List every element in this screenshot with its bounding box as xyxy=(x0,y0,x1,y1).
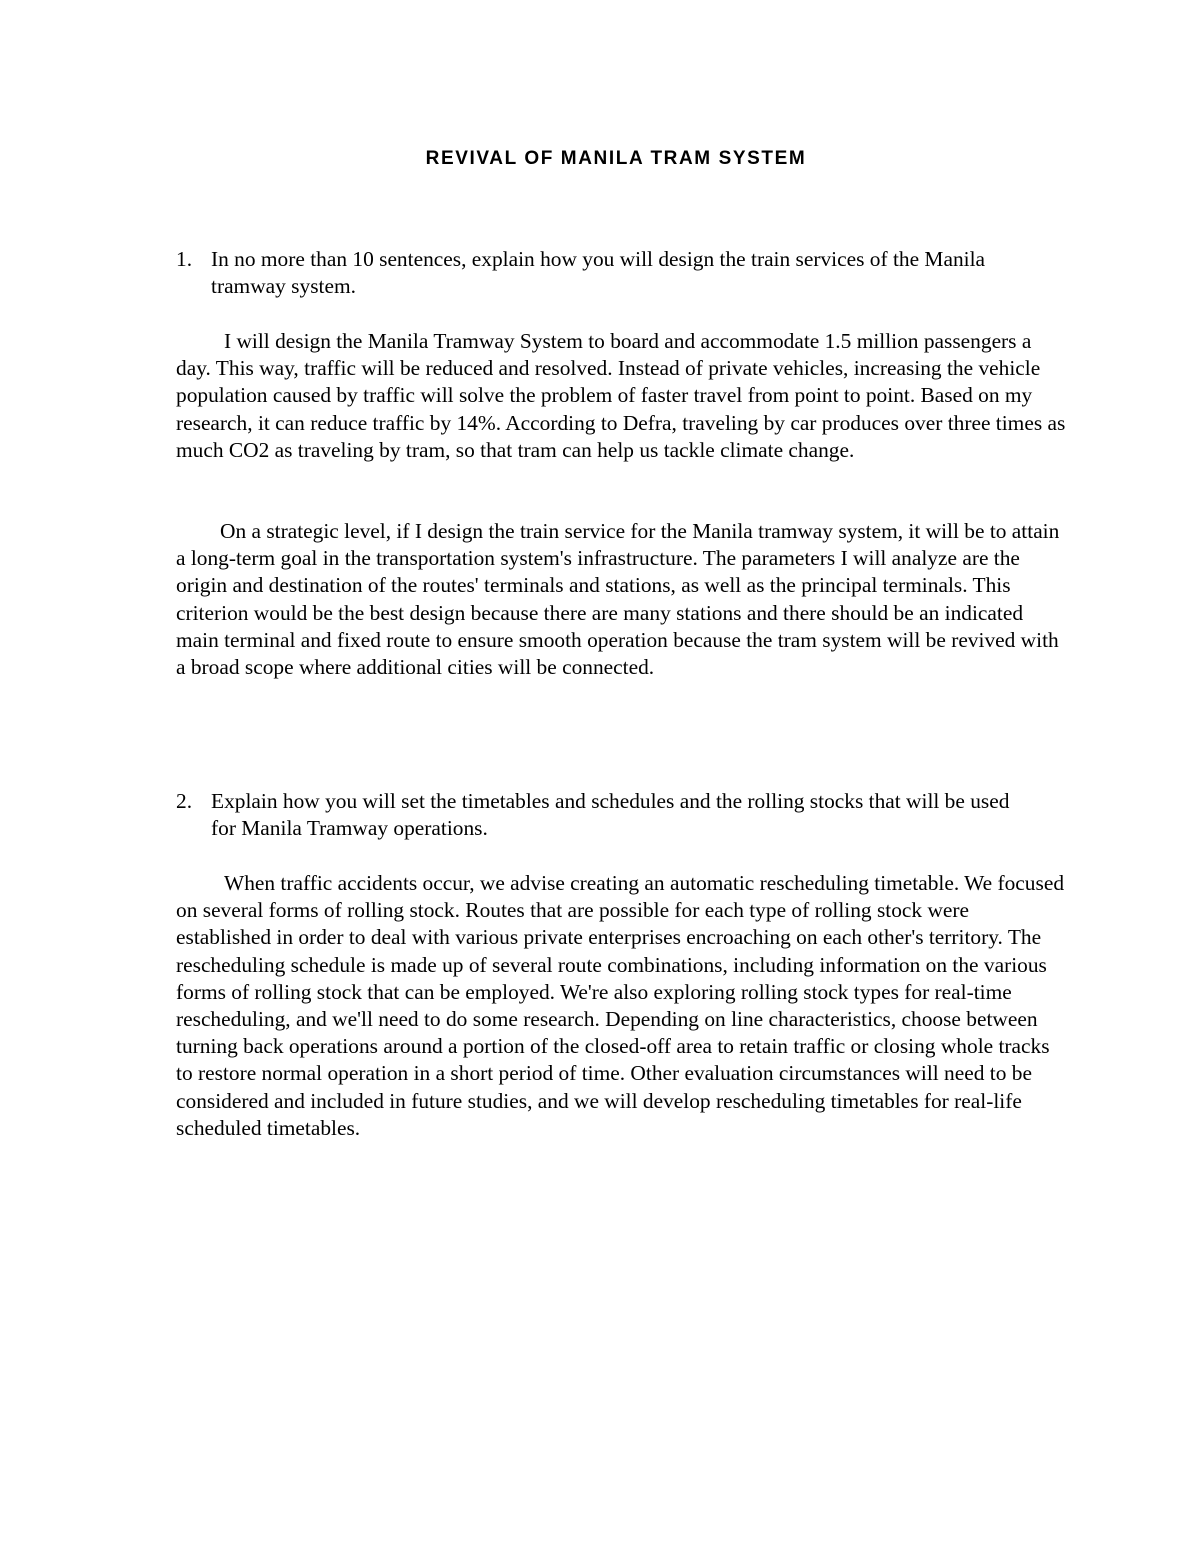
document-title: REVIVAL OF MANILA TRAM SYSTEM xyxy=(425,148,807,169)
question-1-text: In no more than 10 sentences, explain how you will design the train services of the Manila tramway system. xyxy=(211,247,986,299)
question-2-number: 2. xyxy=(176,789,193,813)
question-2-text: Explain how you will set the timetables and schedules and the rolling stocks that will be used for Manila Tramway operations. xyxy=(211,789,1010,841)
answer-2-paragraph: When traffic accidents occur, we advise creating an automatic rescheduling timetable. We focused on several forms of rolling stock. Routes that are possible for each type of rolling stock were established in order to deal with various private enterprises encroaching on each other's territory. The rescheduling schedule is made up of several route combinations, including information on the various forms of rolling stock that can be employed. We're also exploring rolling stock types for real-time rescheduling, and we'll need to do some research. Depending on line characteristics, choose between turning back operations around a portion of the closed-off area to retain traffic or closing whole tracks to restore normal operation in a short period of time. Other evaluation circumstances will need to be considered and included in future studies, and we will develop rescheduling timetables for real-life scheduled timetables. xyxy=(176,871,1065,1140)
question-1 xyxy=(176,246,1026,300)
question-1-number: 1. xyxy=(176,247,193,271)
question-2 xyxy=(176,788,1026,842)
answer-1-paragraph-2: On a strategic level, if I design the train service for the Manila tramway system, it will be to attain a long-term goal in the transportation system's infrastructure. The parameters I will analyze are the origin and destination of the routes' terminals and stations, as well as the principal terminals. This criterion would be the best design because there are many stations and there should be an indicated main terminal and fixed route to ensure smooth operation because the tram system will be revived with a broad scope where additional cities will be connected. xyxy=(176,519,1060,680)
answer-1-paragraph-1: I will design the Manila Tramway System to board and accommodate 1.5 million passengers a day. This way, traffic will be reduced and resolved. Instead of private vehicles, increasing the vehicle population caused by traffic will solve the problem of faster travel from point to point. Based on my research, it can reduce traffic by 14%. According to Defra, traveling by car produces over three times as much CO2 as traveling by tram, so that tram can help us tackle climate change. xyxy=(176,329,1066,462)
